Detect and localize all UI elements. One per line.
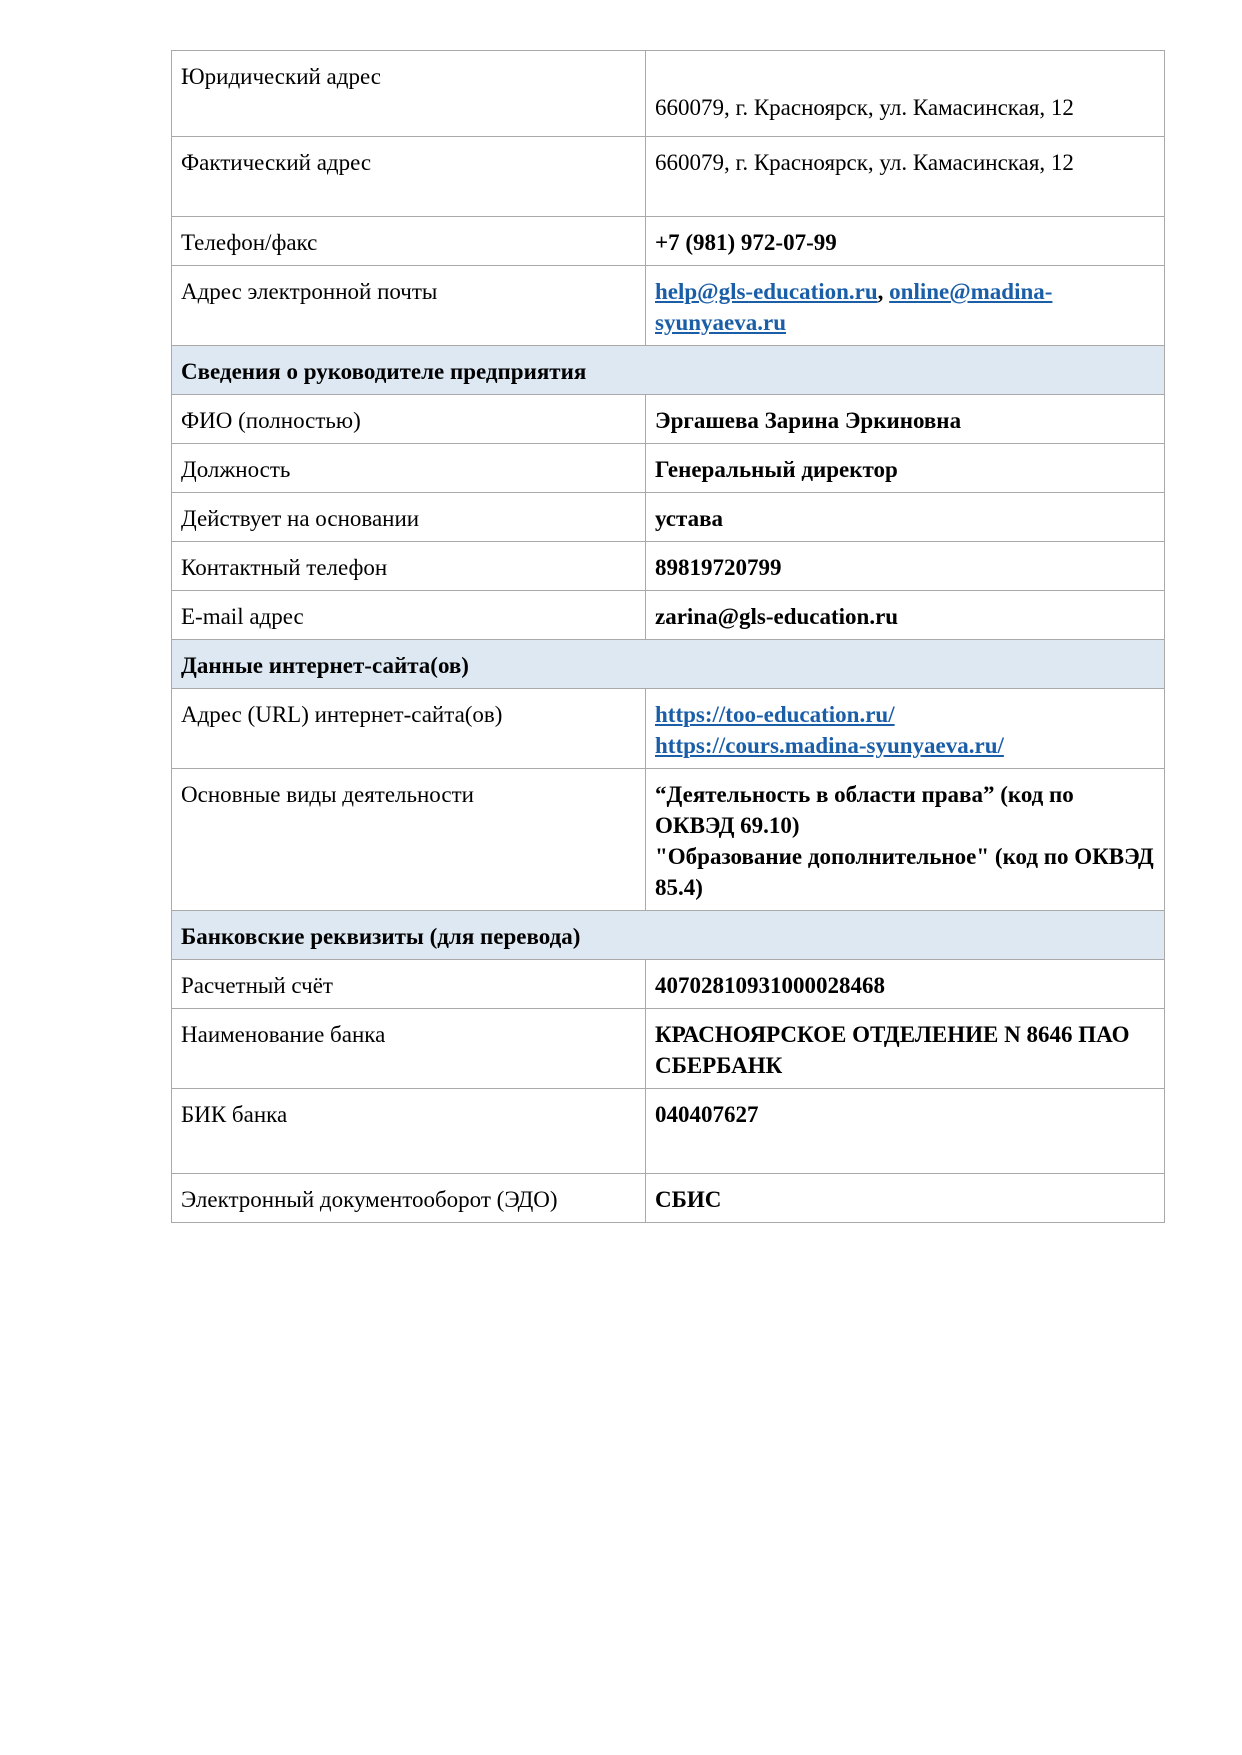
row-label: E-mail адрес bbox=[172, 591, 646, 640]
table-row bbox=[172, 137, 1165, 217]
activity-law: “Деятельность в области права” (код по ОКВЭД 69.10) bbox=[655, 782, 1074, 838]
row-label: БИК банка bbox=[172, 1089, 646, 1174]
row-value: 660079, г. Красноярск, ул. Камасинская, 12 bbox=[646, 137, 1165, 217]
table-row bbox=[172, 395, 1165, 444]
row-value: Эргашева Зарина Эркиновна bbox=[646, 395, 1165, 444]
section-title: Сведения о руководителе предприятия bbox=[172, 346, 1165, 395]
section-header-bank bbox=[172, 911, 1165, 960]
email-separator: , bbox=[877, 279, 890, 304]
row-value bbox=[646, 769, 1165, 911]
row-label: Электронный документооборот (ЭДО) bbox=[172, 1174, 646, 1223]
row-value: zarina@gls-education.ru bbox=[646, 591, 1165, 640]
section-title: Данные интернет-сайта(ов) bbox=[172, 640, 1165, 689]
table-row bbox=[172, 217, 1165, 266]
row-label: ФИО (полностью) bbox=[172, 395, 646, 444]
row-label: Телефон/факс bbox=[172, 217, 646, 266]
table-row bbox=[172, 591, 1165, 640]
row-value: СБИС bbox=[646, 1174, 1165, 1223]
row-label: Юридический адрес bbox=[172, 51, 646, 137]
table-row bbox=[172, 1089, 1165, 1174]
table-row bbox=[172, 493, 1165, 542]
requisites-table bbox=[171, 50, 1165, 1223]
row-value: +7 (981) 972-07-99 bbox=[646, 217, 1165, 266]
section-header-manager bbox=[172, 346, 1165, 395]
row-value bbox=[646, 51, 1165, 137]
table-row bbox=[172, 960, 1165, 1009]
row-label: Расчетный счёт bbox=[172, 960, 646, 1009]
row-value bbox=[646, 689, 1165, 769]
section-header-sites bbox=[172, 640, 1165, 689]
table-row bbox=[172, 1009, 1165, 1089]
row-value: Генеральный директор bbox=[646, 444, 1165, 493]
table-row bbox=[172, 266, 1165, 346]
section-title: Банковские реквизиты (для перевода) bbox=[172, 911, 1165, 960]
table-row bbox=[172, 51, 1165, 137]
row-label: Контактный телефон bbox=[172, 542, 646, 591]
row-value bbox=[646, 266, 1165, 346]
row-label: Действует на основании bbox=[172, 493, 646, 542]
row-label: Фактический адрес bbox=[172, 137, 646, 217]
site-link-too-education[interactable]: https://too-education.ru/ bbox=[655, 702, 895, 727]
row-value: КРАСНОЯРСКОЕ ОТДЕЛЕНИЕ N 8646 ПАО СБЕРБАНК bbox=[646, 1009, 1165, 1089]
activity-education: "Образование дополнительное" (код по ОКВЭД 85.4) bbox=[655, 844, 1154, 900]
table-row bbox=[172, 1174, 1165, 1223]
row-label: Адрес (URL) интернет-сайта(ов) bbox=[172, 689, 646, 769]
table-row bbox=[172, 689, 1165, 769]
legal-address-value: 660079, г. Красноярск, ул. Камасинская, 12 bbox=[655, 95, 1074, 120]
row-value: 89819720799 bbox=[646, 542, 1165, 591]
site-link-cours[interactable]: https://cours.madina-syunyaeva.ru/ bbox=[655, 733, 1004, 758]
row-label: Адрес электронной почты bbox=[172, 266, 646, 346]
row-value: устава bbox=[646, 493, 1165, 542]
table-row bbox=[172, 542, 1165, 591]
row-value: 040407627 bbox=[646, 1089, 1165, 1174]
row-label: Должность bbox=[172, 444, 646, 493]
email-link-help[interactable]: help@gls-education.ru bbox=[655, 279, 878, 304]
table-row bbox=[172, 444, 1165, 493]
email-link-online[interactable]: online@madina-syunyaeva.ru bbox=[655, 279, 1053, 335]
table-row bbox=[172, 769, 1165, 911]
row-value: 40702810931000028468 bbox=[646, 960, 1165, 1009]
row-label: Наименование банка bbox=[172, 1009, 646, 1089]
row-label: Основные виды деятельности bbox=[172, 769, 646, 911]
